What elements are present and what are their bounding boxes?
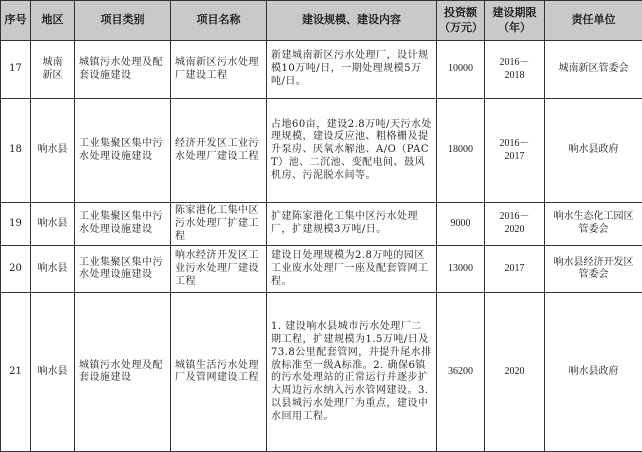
header-investment: 投资额 （万元）: [437, 1, 485, 41]
header-category: 项目类别: [75, 1, 171, 41]
cell-unit: 响水县经济开发区管委会: [545, 246, 642, 293]
cell-name: 经济开发区工业污水处理厂建设工程: [171, 99, 267, 203]
cell-region: 响水县: [31, 203, 75, 246]
cell-region: 响水县: [31, 293, 75, 452]
cell-investment: 10000: [437, 41, 485, 99]
cell-region: 响水县: [31, 99, 75, 203]
cell-period: 2016－ 2018: [485, 41, 545, 99]
table-row: [1, 99, 642, 203]
cell-content: 新建城南新区污水处理厂，设计规模10万吨/日，一期处理规模5万吨/日。: [267, 41, 437, 99]
cell-name: 城镇生活污水处理厂及管网建设工程: [171, 293, 267, 452]
table-row: [1, 293, 642, 452]
cell-investment: 9000: [437, 203, 485, 246]
cell-seq: 17: [1, 41, 31, 99]
cell-seq: 21: [1, 293, 31, 452]
cell-content: 1. 建设响水县城市污水处理厂二期工程，扩建规模为1.5万吨/日及73.8公里配套管网，并提升尾水排放标准至一级A标准。2. 确保6镇的污水处理站的正常运行并逐步扩大周边污水纳入污水管网建设。3. 以县城污水处理厂为重点，建设中水回用工程。: [267, 293, 437, 452]
cell-region: 城南 新区: [31, 41, 75, 99]
cell-unit: 响水生态化工园区管委会: [545, 203, 642, 246]
cell-category: 工业集聚区集中污水处理设施建设: [75, 203, 171, 246]
cell-name: 城南新区污水处理厂建设工程: [171, 41, 267, 99]
cell-period: 2016－ 2017: [485, 99, 545, 203]
cell-name: 响水经济开发区工业污水处理厂建设工程: [171, 246, 267, 293]
cell-investment: 18000: [437, 99, 485, 203]
table-header: [1, 1, 642, 41]
table-row: [1, 246, 642, 293]
cell-name: 陈家港化工集中区污水处理厂扩建工程: [171, 203, 267, 246]
header-unit: 责任单位: [545, 1, 642, 41]
cell-unit: 响水县政府: [545, 293, 642, 452]
cell-investment: 13000: [437, 246, 485, 293]
cell-investment: 36200: [437, 293, 485, 452]
cell-seq: 19: [1, 203, 31, 246]
cell-category: 工业集聚区集中污水处理设施建设: [75, 99, 171, 203]
cell-region: 响水县: [31, 246, 75, 293]
header-content: 建设规模、建设内容: [267, 1, 437, 41]
cell-seq: 18: [1, 99, 31, 203]
table-row: [1, 203, 642, 246]
header-seq: 序号: [1, 1, 31, 41]
header-region: 地区: [31, 1, 75, 41]
cell-period: 2016－ 2020: [485, 203, 545, 246]
cell-period: 2020: [485, 293, 545, 452]
cell-content: 占地60亩，建设2.8万吨/天污水处理规模，建设反应池、粗格栅及提升泵房、厌氧水解池、A/O（PACT）池、二沉池、变配电间、鼓风机房、污泥脱水间等。: [267, 99, 437, 203]
cell-category: 城镇污水处理及配套设施建设: [75, 293, 171, 452]
table-row: [1, 41, 642, 99]
cell-seq: 20: [1, 246, 31, 293]
cell-period: 2017: [485, 246, 545, 293]
cell-content: 建设日处理规模为2.8万吨的园区工业废水处理厂一座及配套管网工程。: [267, 246, 437, 293]
cell-category: 城镇污水处理及配套设施建设: [75, 41, 171, 99]
cell-content: 扩建陈家港化工集中区污水处理厂，扩建规模3万吨/日。: [267, 203, 437, 246]
header-period: 建设期限 （年）: [485, 1, 545, 41]
cell-unit: 响水县政府: [545, 99, 642, 203]
header-name: 项目名称: [171, 1, 267, 41]
cell-unit: 城南新区管委会: [545, 41, 642, 99]
table-body: [1, 41, 642, 452]
header-row: [1, 1, 642, 41]
cell-category: 工业集聚区集中污水处理设施建设: [75, 246, 171, 293]
